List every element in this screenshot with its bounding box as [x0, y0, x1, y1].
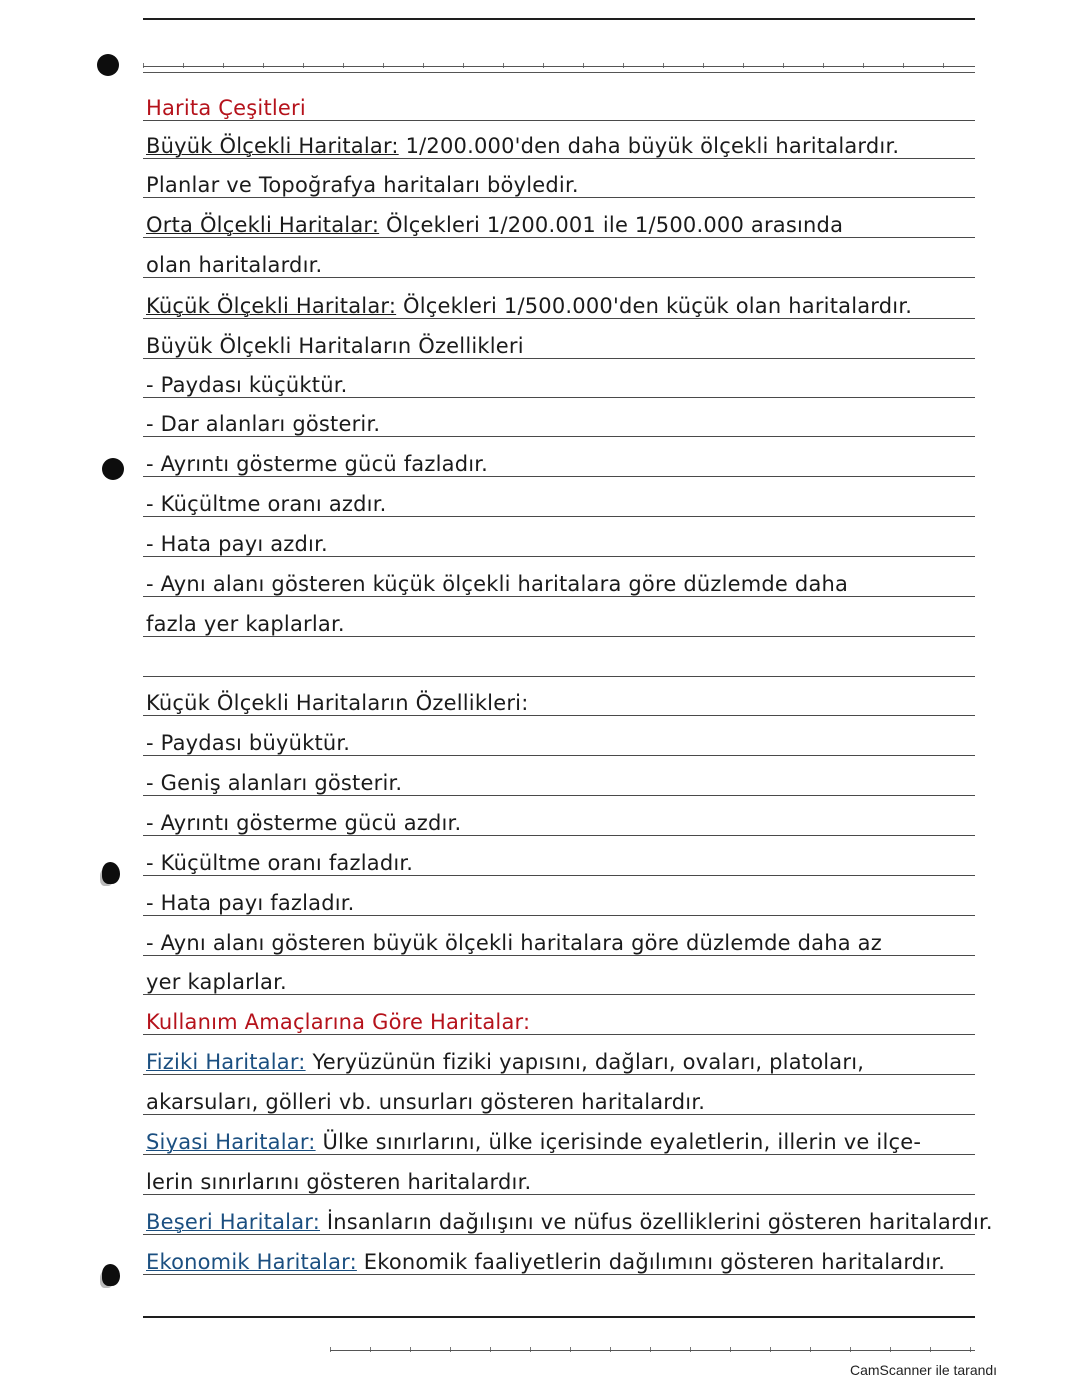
- section-heading-large-scale: [146, 332, 524, 360]
- title-text: Harita Çeşitleri: [146, 96, 306, 120]
- item-text: - Aynı alanı gösteren küçük ölçekli haritalara göre düzlemde daha: [146, 572, 849, 596]
- list-item: [146, 490, 386, 518]
- item-text: - Hata payı azdır.: [146, 532, 328, 556]
- list-item: [146, 450, 488, 478]
- definition-text: olan haritalardır.: [146, 253, 323, 277]
- definition-text: Planlar ve Topoğrafya haritaları böyledir.: [146, 173, 579, 197]
- text-line: [146, 1088, 705, 1116]
- definition-text: 1/200.000'den daha büyük ölçekli haritalardır.: [398, 134, 900, 158]
- list-item: [146, 570, 848, 598]
- term-label: Fiziki Haritalar:: [146, 1050, 306, 1074]
- heading-text: Kullanım Amaçlarına Göre Haritalar:: [146, 1010, 531, 1034]
- item-text: - Ayrıntı gösterme gücü azdır.: [146, 811, 462, 835]
- list-item: [146, 729, 350, 757]
- definition-text: Ölçekleri 1/200.001 ile 1/500.000 arasında: [379, 213, 844, 237]
- ruled-line: [143, 676, 975, 677]
- item-text: - Küçültme oranı azdır.: [146, 492, 387, 516]
- definition-text: Yeryüzünün fiziki yapısını, dağları, ovaları, platoları,: [305, 1050, 865, 1074]
- item-text: yer kaplarlar.: [146, 970, 287, 994]
- heading-text: Küçük Ölçekli Haritaların Özellikleri:: [146, 691, 529, 715]
- text-line: [146, 1168, 531, 1196]
- list-item: [146, 769, 402, 797]
- list-item: [146, 809, 461, 837]
- term-label: Ekonomik Haritalar:: [146, 1250, 357, 1274]
- item-text: - Paydası büyüktür.: [146, 731, 351, 755]
- text-line-political-maps: [146, 1128, 921, 1156]
- text-line-large-scale-def: [146, 132, 899, 160]
- list-item-continuation: [146, 968, 287, 996]
- punch-hole: [102, 1264, 120, 1286]
- header-ruler: [143, 66, 975, 74]
- section-heading-purpose: [146, 1008, 530, 1036]
- text-line-small-scale-def: [146, 292, 912, 320]
- item-text: - Küçültme oranı fazladır.: [146, 851, 414, 875]
- definition-text: Ekonomik faaliyetlerin dağılımını gösteren haritalardır.: [356, 1250, 946, 1274]
- list-item: [146, 929, 882, 957]
- term-label: Beşeri Haritalar:: [146, 1210, 321, 1234]
- text-line-medium-scale-def: [146, 211, 843, 239]
- term-label: Siyasi Haritalar:: [146, 1130, 316, 1154]
- item-text: - Geniş alanları gösterir.: [146, 771, 403, 795]
- list-item: [146, 849, 413, 877]
- section-heading-small-scale: [146, 689, 528, 717]
- text-line-economic-maps: [146, 1248, 945, 1276]
- term-label: Büyük Ölçekli Haritalar:: [146, 134, 399, 158]
- text-line: [146, 251, 322, 279]
- item-text: fazla yer kaplarlar.: [146, 612, 345, 636]
- text-line-physical-maps: [146, 1048, 864, 1076]
- footer-ruler: [330, 1350, 975, 1358]
- term-label: Küçük Ölçekli Haritalar:: [146, 294, 397, 318]
- list-item-continuation: [146, 610, 345, 638]
- text-line-human-maps: [146, 1208, 993, 1236]
- item-text: - Aynı alanı gösteren büyük ölçekli haritalara göre düzlemde daha az: [146, 931, 882, 955]
- scanner-watermark: CamScanner ile tarandı: [850, 1362, 998, 1378]
- heading-text: Büyük Ölçekli Haritaların Özellikleri: [146, 334, 524, 358]
- item-text: - Paydası küçüktür.: [146, 373, 348, 397]
- page-title: [146, 94, 306, 122]
- list-item: [146, 371, 348, 399]
- punch-hole: [102, 458, 124, 480]
- item-text: - Dar alanları gösterir.: [146, 412, 381, 436]
- list-item: [146, 410, 380, 438]
- top-rule: [143, 18, 975, 20]
- definition-text: akarsuları, gölleri vb. unsurları gösteren haritalardır.: [146, 1090, 706, 1114]
- list-item: [146, 530, 328, 558]
- list-item: [146, 889, 355, 917]
- term-label: Orta Ölçekli Haritalar:: [146, 213, 380, 237]
- definition-text: Ölçekleri 1/500.000'den küçük olan haritalardır.: [396, 294, 913, 318]
- item-text: - Ayrıntı gösterme gücü fazladır.: [146, 452, 489, 476]
- item-text: - Hata payı fazladır.: [146, 891, 355, 915]
- definition-text: İnsanların dağılışını ve nüfus özelliklerini gösteren haritalardır.: [320, 1210, 993, 1234]
- punch-hole: [97, 54, 119, 76]
- text-line: [146, 171, 579, 199]
- definition-text: Ülke sınırlarını, ülke içerisinde eyaletlerin, illerin ve ilçe-: [315, 1130, 922, 1154]
- definition-text: lerin sınırlarını gösteren haritalardır.: [146, 1170, 532, 1194]
- punch-hole: [102, 862, 120, 884]
- bottom-rule: [143, 1316, 975, 1318]
